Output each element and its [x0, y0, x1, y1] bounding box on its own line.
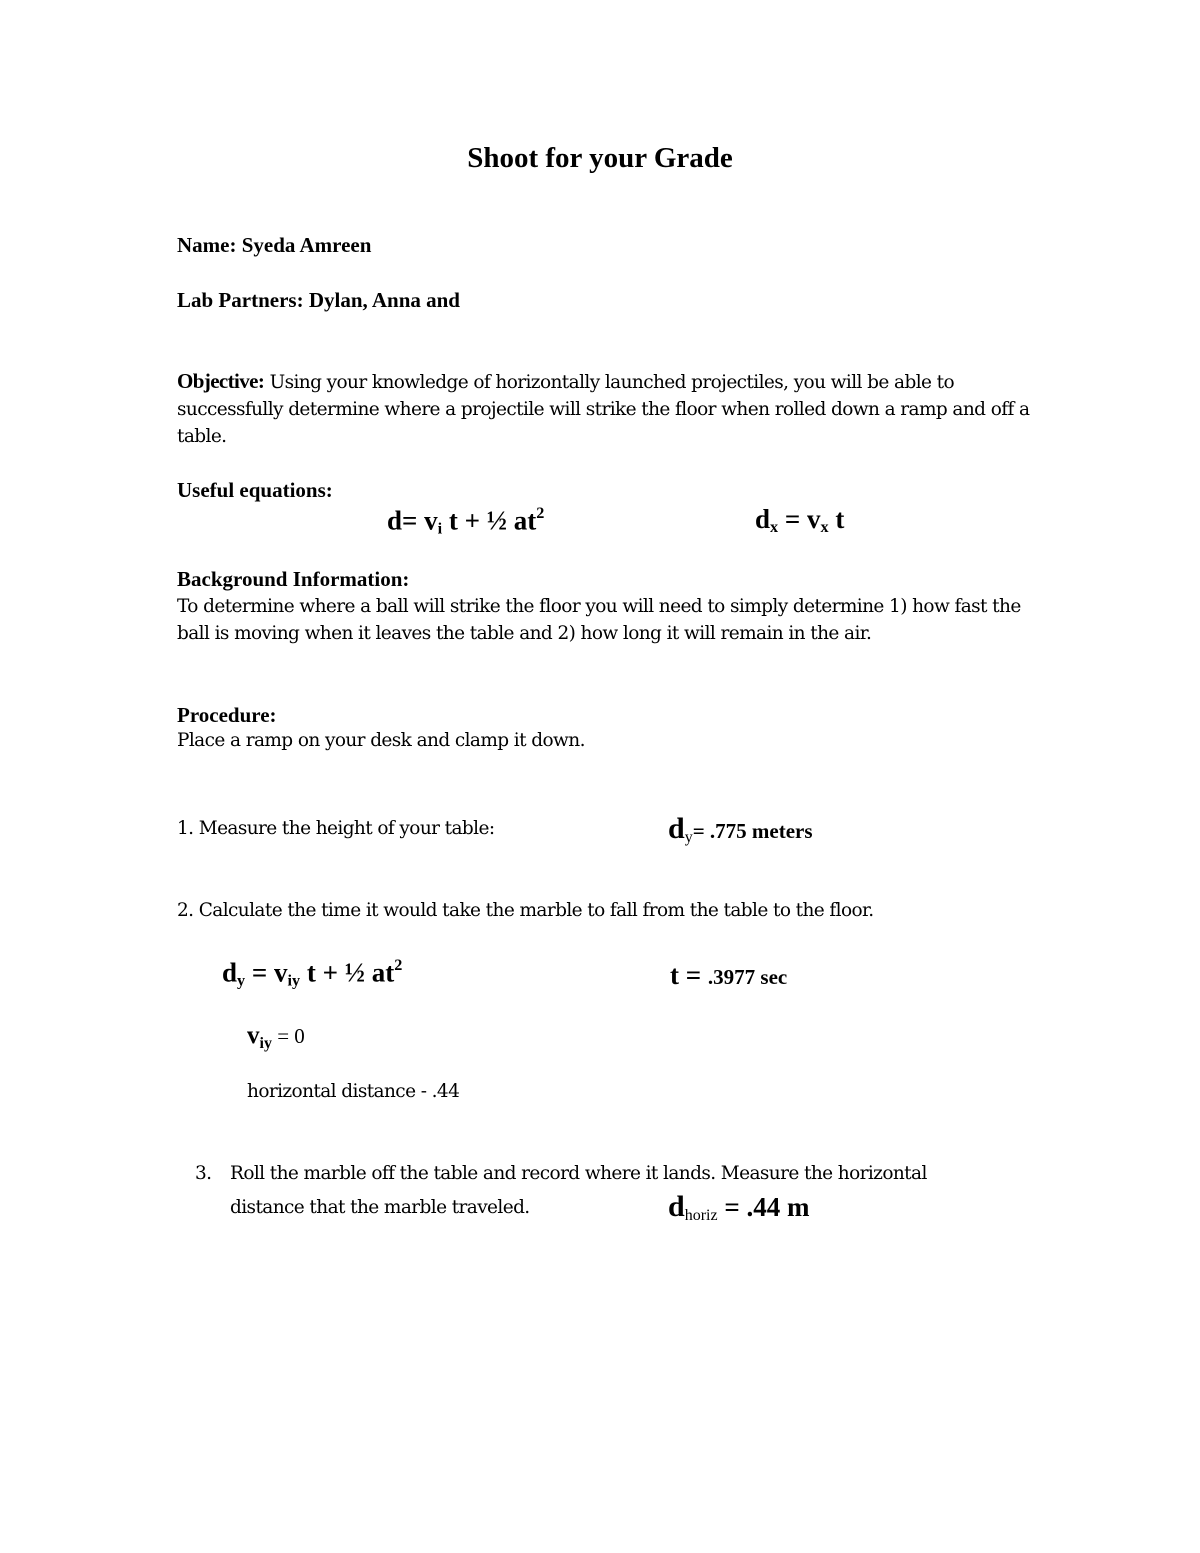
step2-equation: [222, 956, 402, 990]
step2-t-label: t =: [670, 960, 708, 990]
step2-eq-a: d: [222, 957, 238, 988]
eq1-part-b: t + ½ at: [442, 505, 537, 536]
viy-value: = 0: [271, 1024, 305, 1048]
partners-line: [177, 288, 460, 313]
step2-eq-b: = v: [245, 957, 288, 988]
step2-eq-c: t + ½ at: [300, 957, 395, 988]
eq1-sup: 2: [536, 504, 545, 522]
equation-kinematic: [387, 504, 544, 538]
procedure-text: Place a ramp on your desk and clamp it down.: [177, 730, 585, 751]
eq2-part-c: t: [828, 504, 845, 534]
step3-answer-value: = .44 m: [717, 1192, 810, 1222]
step1-answer: [668, 812, 813, 847]
name-value: Syeda Amreen: [241, 233, 372, 257]
step2-text: 2. Calculate the time it would take the marble to fall from the table to the floor.: [177, 900, 874, 921]
eq1-part-a: d= v: [387, 505, 438, 536]
objective-label: Objective:: [177, 369, 265, 393]
eq2-part-b: = v: [778, 504, 821, 534]
step3-line2: distance that the marble traveled.: [230, 1197, 530, 1218]
useful-equations-label: Useful equations:: [177, 478, 333, 502]
step1-answer-sub: y: [684, 829, 693, 846]
step3-answer-sub: horiz: [684, 1207, 718, 1224]
viy-v: v: [247, 1022, 260, 1049]
eq1-sub: i: [437, 519, 443, 538]
equation-horizontal: [755, 504, 844, 537]
eq2-part-a: d: [755, 504, 771, 534]
step3-answer: [668, 1190, 809, 1225]
step2-eq-sub-b: iy: [287, 971, 301, 990]
objective-paragraph: [177, 368, 1037, 450]
background-label: Background Information:: [177, 567, 410, 591]
background-text: To determine where a ball will strike the floor you will need to simply determine 1) how fast the ball is moving when it leaves the table and 2) how long it will remain in the air.: [177, 596, 1021, 644]
page-title: Shoot for your Grade: [467, 142, 733, 174]
step3-answer-d: d: [668, 1190, 685, 1223]
step2-t-value: .3977 sec: [707, 965, 788, 989]
step2-eq-sup: 2: [394, 956, 403, 974]
step3-line1: Roll the marble off the table and record where it lands. Measure the horizontal: [230, 1163, 927, 1184]
viy-line: [247, 1022, 305, 1053]
eq2-sub-a: x: [770, 518, 779, 537]
name-line: [177, 233, 371, 258]
step1-text: 1. Measure the height of your table:: [177, 818, 495, 839]
partners-label: Lab Partners:: [177, 288, 309, 312]
horizontal-distance-note: horizontal distance - .44: [247, 1081, 460, 1102]
step1-answer-value: = .775 meters: [692, 819, 813, 843]
step1-answer-d: d: [668, 812, 685, 845]
name-label: Name:: [177, 233, 242, 257]
partners-value: Dylan, Anna and: [308, 288, 460, 312]
viy-sub: iy: [259, 1034, 272, 1052]
step2-eq-sub-a: y: [237, 971, 246, 990]
eq2-sub-b: x: [820, 518, 829, 537]
objective-text: Using your knowledge of horizontally launched projectiles, you will be able to successfully determine where a projectile will strike the floor when rolled down a ramp and off a table.: [177, 372, 1030, 447]
step3-number: 3.: [195, 1163, 212, 1184]
step2-time-answer: [670, 960, 787, 991]
procedure-label: Procedure:: [177, 703, 277, 727]
